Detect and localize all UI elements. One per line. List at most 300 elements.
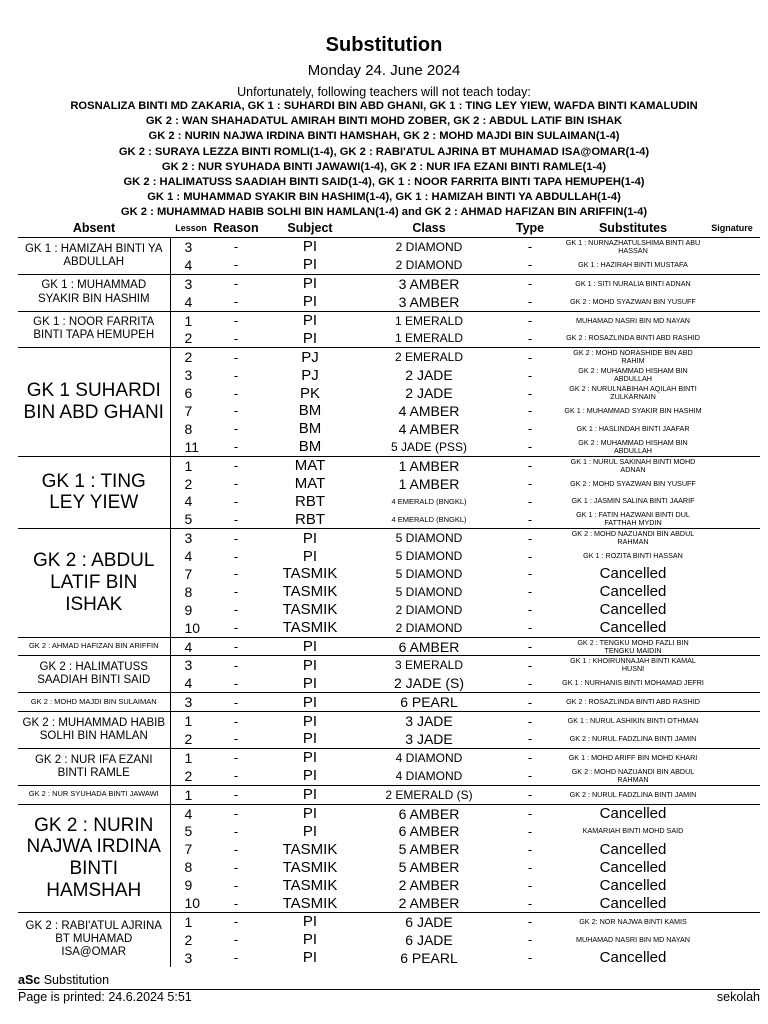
substitute-cell: GK 1 : KHOIRUNNAJAH BINTI KAMAL HUSNI (562, 656, 704, 674)
reason-cell: - (212, 637, 260, 656)
substitute-cell: GK 2 : MUHAMMAD HISHAM BIN ABDULLAH (578, 366, 688, 384)
lesson-cell: 1 (170, 748, 212, 766)
type-cell: - (527, 294, 533, 310)
reason-cell: - (233, 584, 239, 600)
subject-cell: TASMIK (282, 876, 338, 894)
signature-cell (704, 438, 760, 456)
class-cell: 5 AMBER (398, 859, 460, 876)
table-row (18, 785, 760, 804)
class-cell: 5 DIAMOND (395, 566, 463, 581)
reason-cell: - (212, 238, 260, 256)
class-cell: 2 DIAMOND (395, 602, 463, 617)
absent-teacher-cell: GK 1 : HAMIZAH BINTI YA ABDULLAH (18, 238, 170, 275)
signature-cell (704, 402, 760, 420)
signature-cell (704, 492, 760, 510)
signature-cell (704, 894, 760, 912)
lesson-cell: 2 (184, 330, 193, 347)
class-cell: 2 JADE (405, 367, 453, 384)
type-cell: - (527, 257, 533, 273)
subject-cell: PI (302, 256, 318, 274)
class-cell: 4 EMERALD (BNGKL) (391, 496, 467, 506)
substitute-cell: Cancelled (599, 876, 667, 894)
class-cell: 2 AMBER (398, 895, 460, 911)
signature-cell (704, 366, 760, 384)
signature-cell (704, 785, 760, 804)
type-cell: - (527, 385, 533, 401)
subject-cell: BM (298, 438, 322, 456)
reason-cell: - (212, 348, 260, 366)
reason-cell: - (233, 257, 239, 273)
signature-cell (704, 619, 760, 637)
reason-cell: - (212, 785, 260, 804)
type-cell: - (527, 950, 533, 966)
table-row (18, 748, 760, 766)
substitute-cell: GK 2 : NURUL FADZLINA BINTI JAMIN (562, 785, 704, 804)
substitute-cell: GK 2 : MOHD NORASHIDE BIN ABD RAHIM (562, 348, 704, 366)
type-cell: - (527, 330, 533, 346)
header-subject: Subject (260, 218, 360, 238)
lesson-cell: 3 (170, 274, 212, 292)
subject-cell: PI (260, 785, 360, 804)
reason-cell: - (233, 877, 239, 893)
substitute-cell: GK 1 : NURUL ASHIKIN BINTI OTHMAN (562, 712, 704, 730)
footer-printed-date: Page is printed: 24.6.2024 5:51 (18, 990, 192, 1004)
reason-cell: - (212, 656, 260, 674)
header-lesson: Lesson (170, 218, 212, 238)
lesson-cell: 9 (184, 601, 193, 618)
lesson-cell: 3 (184, 949, 193, 966)
absent-teacher-cell: GK 2 : RABI'ATUL AJRINA BT MUHAMAD ISA@OMAR (18, 912, 170, 966)
signature-cell (704, 529, 760, 547)
type-cell: - (527, 548, 533, 564)
class-cell: 6 AMBER (360, 637, 498, 656)
substitute-cell: GK 1 : HASLINDAH BINTI JAAFAR (576, 423, 690, 433)
lesson-cell: 8 (184, 859, 193, 876)
type-cell: - (527, 439, 533, 455)
subject-cell: RBT (295, 492, 325, 510)
absent-line: GK 2 : NUR SYUHADA BINTI JAWAWI(1-4), GK 2 : NUR IFA EZANI BINTI RAMLE(1-4) (161, 160, 607, 173)
substitute-cell: KAMARIAH BINTI MOHD SAID (582, 826, 684, 836)
substitution-table (18, 218, 760, 967)
type-cell: - (527, 731, 533, 747)
lesson-cell: 4 (184, 493, 193, 510)
substitute-cell: GK 2 : MOHD SYAZWAN BIN YUSUFF (570, 296, 696, 306)
lesson-cell: 1 (170, 785, 212, 804)
substitute-cell: GK 2 : ROSAZLINDA BINTI ABD RASHID (566, 333, 700, 343)
signature-cell (704, 565, 760, 583)
class-cell: 6 AMBER (360, 804, 498, 822)
reason-cell: - (212, 804, 260, 822)
type-cell: - (527, 493, 533, 509)
class-cell: 3 AMBER (398, 293, 460, 310)
reason-cell: - (233, 476, 239, 492)
class-cell: 4 AMBER (398, 402, 460, 419)
absent-teacher-cell: GK 2 : NURIN NAJWA IRDINA BINTI HAMSHAH (18, 804, 170, 912)
absent-teacher-cell: GK 1 : MUHAMMAD SYAKIR BIN HASHIM (18, 274, 170, 311)
lesson-cell: 2 (184, 931, 193, 948)
type-cell: - (498, 785, 562, 804)
type-cell: - (527, 768, 533, 784)
reason-cell: - (233, 330, 239, 346)
signature-cell (704, 293, 760, 311)
type-cell: - (527, 675, 533, 691)
substitute-cell: Cancelled (599, 565, 667, 583)
lesson-cell: 5 (184, 823, 193, 840)
subject-cell: PI (260, 238, 360, 256)
substitute-cell: Cancelled (599, 601, 667, 619)
class-cell: 1 EMERALD (394, 331, 464, 346)
absent-teacher-cell: GK 1 : NOOR FARRITA BINTI TAPA HEMUPEH (18, 311, 170, 348)
reason-cell: - (233, 403, 239, 419)
signature-cell (704, 456, 760, 474)
type-cell: - (527, 584, 533, 600)
footer-app-label: Substitution (40, 973, 110, 987)
class-cell: 1 AMBER (398, 475, 460, 492)
subject-cell: TASMIK (282, 565, 338, 583)
absent-line: GK 2 : SURAYA LEZZA BINTI ROMLI(1-4), GK 2 : RABI'ATUL AJRINA BT MUHAMAD ISA@OMAR(1-4) (118, 145, 650, 158)
type-cell: - (498, 656, 562, 674)
substitute-cell: GK 2 : MOHD NAZUANDI BIN ABDUL RAHMAN (562, 529, 704, 547)
reason-cell: - (233, 602, 239, 618)
reason-cell: - (233, 675, 239, 691)
subject-cell: PI (260, 748, 360, 766)
absent-line: ROSNALIZA BINTI MD ZAKARIA, GK 1 : SUHARDI BIN ABD GHANI, GK 1 : TING LEY YIEW, WAFDA BINTI KAMALUDIN (70, 100, 698, 112)
absent-teacher-cell: GK 2 : NUR SYUHADA BINTI JAWAWI (18, 785, 170, 804)
substitute-cell: GK 1 : NURNAZHATULSHIMA BINTI ABU HASSAN (562, 238, 704, 256)
reason-cell: - (212, 311, 260, 329)
type-cell: - (527, 932, 533, 948)
signature-cell (704, 583, 760, 601)
substitute-cell: MUHAMAD NASRI BIN MD NAYAN (576, 934, 690, 944)
table-row (18, 912, 760, 930)
type-cell: - (527, 823, 533, 839)
class-cell: 2 DIAMOND (360, 238, 498, 256)
substitute-cell: Cancelled (599, 949, 667, 967)
class-cell: 2 JADE (405, 385, 453, 402)
reason-cell: - (212, 712, 260, 730)
substitute-cell: GK 1 : SITI NURALIA BINTI ADNAN (562, 274, 704, 292)
type-cell: - (498, 529, 562, 547)
class-cell: 6 PEARL (400, 949, 458, 966)
subject-cell: PI (260, 637, 360, 656)
substitute-cell: Cancelled (599, 840, 667, 858)
table-row (18, 804, 760, 822)
signature-cell (704, 823, 760, 841)
substitute-cell: GK 2 : MUHAMMAD HISHAM BIN ABDULLAH (578, 437, 688, 455)
subject-cell: PI (260, 274, 360, 292)
class-cell: 2 EMERALD (S) (360, 785, 498, 804)
table-row (18, 712, 760, 730)
lesson-cell: 4 (170, 637, 212, 656)
substitute-cell: GK 2 : NURUL FADZLINA BINTI JAMIN (569, 733, 697, 743)
reason-cell: - (233, 731, 239, 747)
table-row (18, 456, 760, 474)
substitute-cell: GK 2: NOR NAJWA BINTI KAMIS (562, 912, 704, 930)
table-header-row (18, 218, 760, 238)
subject-cell: PI (302, 767, 318, 785)
signature-cell (704, 311, 760, 329)
reason-cell: - (212, 912, 260, 930)
type-cell: - (527, 367, 533, 383)
substitute-cell: Cancelled (599, 583, 667, 601)
header-reason: Reason (212, 218, 260, 238)
reason-cell: - (212, 693, 260, 712)
type-cell: - (498, 311, 562, 329)
lesson-cell: 2 (170, 348, 212, 366)
absent-teacher-cell: GK 2 : ABDUL LATIF BIN ISHAK (18, 529, 170, 637)
subject-cell: PI (260, 804, 360, 822)
subject-cell: PI (260, 693, 360, 712)
type-cell: - (498, 804, 562, 822)
class-cell: 3 EMERALD (360, 656, 498, 674)
intro-text: Unfortunately, following teachers will not teach today: (237, 85, 531, 99)
type-cell: - (498, 748, 562, 766)
subject-cell: PI (302, 730, 318, 748)
absent-line: GK 2 : MUHAMMAD HABIB SOLHI BIN HAMLAN(1-4) and GK 2 : AHMAD HAFIZAN BIN ARIFFIN(1-4) (120, 206, 648, 219)
class-cell: 3 JADE (405, 730, 453, 747)
signature-cell (704, 730, 760, 748)
class-cell: 6 AMBER (398, 823, 460, 840)
lesson-cell: 1 (170, 456, 212, 474)
class-cell: 3 AMBER (360, 274, 498, 292)
subject-cell: PI (302, 822, 318, 840)
substitute-cell: Cancelled (562, 804, 704, 822)
class-cell: 6 PEARL (360, 693, 498, 712)
footer-app-name (18, 973, 109, 987)
signature-cell (704, 876, 760, 894)
type-cell: - (498, 348, 562, 366)
substitute-cell: Cancelled (599, 619, 667, 637)
reason-cell: - (233, 768, 239, 784)
lesson-cell: 10 (184, 619, 201, 636)
class-cell: 4 DIAMOND (395, 768, 463, 783)
lesson-cell: 3 (184, 367, 193, 384)
reason-cell: - (233, 439, 239, 455)
subject-cell: TASMIK (282, 583, 338, 601)
reason-cell: - (233, 566, 239, 582)
lesson-cell: 8 (184, 583, 193, 600)
subject-cell: PI (302, 329, 318, 347)
signature-cell (704, 949, 760, 967)
absent-line: GK 2 : NURIN NAJWA IRDINA BINTI HAMSHAH, GK 2 : MOHD MAJDI BIN SULAIMAN(1-4) (148, 130, 620, 143)
table-row (18, 238, 760, 256)
substitute-cell: GK 2 : MOHD SYAZWAN BIN YUSUFF (570, 478, 696, 488)
class-cell: 6 JADE (360, 912, 498, 930)
header-absent: Absent (18, 218, 170, 238)
subject-cell: PI (260, 912, 360, 930)
reason-cell: - (212, 274, 260, 292)
signature-cell (704, 656, 760, 674)
signature-cell (704, 912, 760, 930)
type-cell: - (498, 274, 562, 292)
page-date: Monday 24. June 2024 (307, 62, 461, 79)
lesson-cell: 4 (184, 256, 193, 273)
signature-cell (704, 256, 760, 274)
signature-cell (704, 804, 760, 822)
signature-cell (704, 601, 760, 619)
subject-cell: PI (302, 547, 318, 565)
reason-cell: - (233, 859, 239, 875)
header-substitutes: Substitutes (562, 218, 704, 238)
lesson-cell: 2 (184, 767, 193, 784)
reason-cell: - (233, 367, 239, 383)
class-cell: 6 JADE (405, 931, 453, 948)
signature-cell (704, 384, 760, 402)
lesson-cell: 3 (170, 238, 212, 256)
reason-cell: - (233, 385, 239, 401)
lesson-cell: 1 (170, 912, 212, 930)
lesson-cell: 4 (184, 548, 193, 565)
type-cell: - (527, 421, 533, 437)
type-cell: - (527, 859, 533, 875)
lesson-cell: 3 (170, 656, 212, 674)
type-cell: - (527, 602, 533, 618)
subject-cell: TASMIK (282, 619, 338, 637)
subject-cell: TASMIK (282, 894, 338, 912)
subject-cell: PI (260, 529, 360, 547)
footer-brand: aSc (18, 973, 41, 987)
lesson-cell: 3 (170, 529, 212, 547)
signature-cell (704, 748, 760, 766)
subject-cell: PK (299, 384, 320, 402)
subject-cell: PJ (260, 348, 360, 366)
lesson-cell: 5 (184, 511, 193, 528)
subject-cell: MAT (294, 475, 326, 493)
type-cell: - (527, 620, 533, 636)
signature-cell (704, 274, 760, 292)
substitute-cell: GK 1 : FATIN HAZWANI BINTI DUL FATTHAH MYDIN (576, 510, 690, 528)
reason-cell: - (233, 895, 239, 911)
type-cell: - (527, 841, 533, 857)
reason-cell: - (233, 421, 239, 437)
reason-cell: - (233, 548, 239, 564)
footer-school-name: sekolah (716, 990, 760, 1004)
subject-cell: TASMIK (282, 840, 338, 858)
class-cell: 4 DIAMOND (360, 748, 498, 766)
type-cell: - (527, 476, 533, 492)
signature-cell (704, 712, 760, 730)
absent-line: GK 2 : WAN SHAHADATUL AMIRAH BINTI MOHD ZOBER, GK 2 : ABDUL LATIF BIN ISHAK (145, 115, 623, 128)
signature-cell (704, 348, 760, 366)
subject-cell: TASMIK (282, 601, 338, 619)
table-row (18, 529, 760, 547)
lesson-cell: 2 (184, 730, 193, 747)
reason-cell: - (233, 294, 239, 310)
lesson-cell: 11 (184, 438, 200, 455)
substitute-cell: GK 1 : NURHANIS BINTI MOHAMAD JEFRI (562, 678, 704, 688)
signature-cell (704, 858, 760, 876)
type-cell: - (527, 877, 533, 893)
absent-teacher-cell: GK 1 : TING LEY YIEW (18, 456, 170, 529)
class-cell: 4 AMBER (398, 420, 460, 437)
subject-cell: RBT (295, 510, 325, 528)
subject-cell: PI (302, 949, 318, 967)
class-cell: 2 DIAMOND (395, 620, 463, 635)
substitute-cell: GK 1 : JASMIN SALINA BINTI JAARIF (571, 496, 695, 506)
lesson-cell: 10 (184, 895, 201, 911)
signature-cell (704, 637, 760, 656)
signature-cell (704, 510, 760, 528)
signature-cell (704, 420, 760, 438)
header-type: Type (498, 218, 562, 238)
class-cell: 1 EMERALD (360, 311, 498, 329)
type-cell: - (527, 566, 533, 582)
substitute-cell: MUHAMAD NASRI BIN MD NAYAN (562, 311, 704, 329)
class-cell: 5 DIAMOND (395, 549, 463, 564)
substitute-cell: GK 2 : NURULNABIHAH AQILAH BINTI ZULKARNAIN (569, 384, 697, 402)
class-cell: 2 AMBER (398, 877, 460, 894)
lesson-cell: 4 (170, 804, 212, 822)
substitute-cell: GK 1 : MUHAMMAD SYAKIR BIN HASHIM (564, 405, 702, 415)
reason-cell: - (212, 456, 260, 474)
table-row (18, 656, 760, 674)
subject-cell: PI (260, 311, 360, 329)
substitute-cell: GK 2 : TENGKU MOHD FAZLI BIN TENGKU MAIDIN (562, 637, 704, 656)
signature-cell (704, 767, 760, 785)
lesson-cell: 1 (170, 712, 212, 730)
type-cell: - (498, 456, 562, 474)
class-cell: 5 AMBER (398, 841, 460, 858)
reason-cell: - (233, 950, 239, 966)
subject-cell: PJ (301, 366, 319, 384)
class-cell: 1 AMBER (360, 456, 498, 474)
absent-line: GK 2 : HALIMATUSS SAADIAH BINTI SAID(1-4), GK 1 : NOOR FARRITA BINTI TAPA HEMUPEH(1-4) (123, 176, 645, 189)
reason-cell: - (233, 620, 239, 636)
subject-cell: MAT (260, 456, 360, 474)
lesson-cell: 3 (170, 693, 212, 712)
class-cell: 5 DIAMOND (360, 529, 498, 547)
lesson-cell: 7 (184, 565, 193, 582)
signature-cell (704, 931, 760, 949)
type-cell: - (498, 712, 562, 730)
subject-cell: BM (298, 402, 322, 420)
type-cell: - (527, 511, 533, 527)
lesson-cell: 6 (184, 385, 193, 402)
reason-cell: - (233, 823, 239, 839)
signature-cell (704, 475, 760, 493)
header-class: Class (360, 218, 498, 238)
absent-teachers-list (0, 99, 768, 221)
reason-cell: - (233, 511, 239, 527)
subject-cell: PI (302, 293, 318, 311)
subject-cell: TASMIK (282, 858, 338, 876)
substitute-cell: GK 2 : ROSAZLINDA BINTI ABD RASHID (562, 693, 704, 712)
type-cell: - (498, 912, 562, 930)
subject-cell: PI (260, 656, 360, 674)
lesson-cell: 1 (170, 311, 212, 329)
reason-cell: - (233, 841, 239, 857)
table-row (18, 693, 760, 712)
absent-teacher-cell: GK 2 : HALIMATUSS SAADIAH BINTI SAID (18, 656, 170, 693)
reason-cell: - (212, 748, 260, 766)
type-cell: - (527, 403, 533, 419)
class-cell: 3 JADE (360, 712, 498, 730)
substitute-cell: GK 1 : NURUL SAKINAH BINTI MOHD ADNAN (562, 456, 704, 474)
substitute-cell: GK 1 : ROZITA BINTI HASSAN (583, 551, 683, 561)
subject-cell: PI (302, 674, 318, 692)
lesson-cell: 9 (184, 877, 193, 894)
subject-cell: BM (298, 420, 322, 438)
class-cell: 5 DIAMOND (395, 584, 463, 599)
substitute-cell: GK 1 : HAZIRAH BINTI MUSTAFA (578, 259, 688, 269)
signature-cell (704, 840, 760, 858)
lesson-cell: 8 (184, 420, 193, 437)
class-cell: 2 JADE (S) (393, 675, 464, 692)
header-signature: Signature (704, 218, 760, 238)
absent-line: GK 1 : MUHAMMAD SYAKIR BIN HASHIM(1-4), GK 1 : HAMIZAH BINTI YA ABDULLAH(1-4) (147, 191, 621, 204)
class-cell: 4 EMERALD (BNGKL) (391, 514, 467, 524)
lesson-cell: 7 (184, 402, 193, 419)
